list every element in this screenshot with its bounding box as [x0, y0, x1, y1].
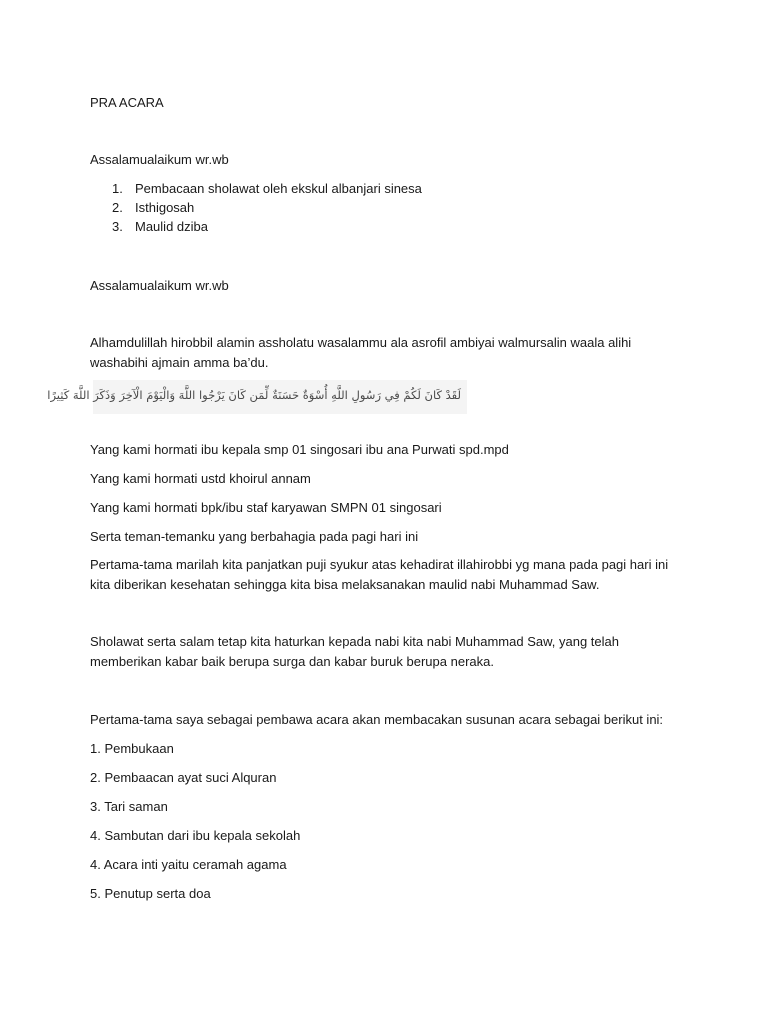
agenda-item: 2. Pembaacan ayat suci Alquran	[90, 770, 277, 785]
agenda-item: 5. Penutup serta doa	[90, 886, 211, 901]
gratitude-paragraph: Pertama-tama marilah kita panjatkan puji syukur atas kehadirat illahirobbi yg mana pada pagi hari ini kita diberikan kesehatan sehingga kita bisa melaksanakan maulid nabi Muhammad Saw.	[90, 557, 669, 592]
list-item-number: 1.	[112, 181, 123, 196]
list-item-text: Pembacaan sholawat oleh ekskul albanjari sinesa	[135, 181, 422, 196]
hamdalah-paragraph: Alhamdulillah hirobbil alamin assholatu wasalammu ala asrofil ambiyai walmursalin waala alihi washabihi ajmain amma ba’du.	[90, 335, 632, 370]
agenda-item: 4. Sambutan dari ibu kepala sekolah	[90, 828, 301, 843]
agenda-item: 4. Acara inti yaitu ceramah agama	[90, 857, 287, 872]
arabic-verse-text: لَقَدْ كَانَ لَكُمْ فِي رَسُولِ اللَّهِ أُسْوَةٌ حَسَنَةٌ لِّمَن كَانَ يَرْجُوا اللَّهَ وَالْيَوْمَ الْآخِرَ وَذَكَرَ اللَّهَ كَثِيرًا	[47, 388, 461, 402]
arabic-verse-image	[47, 380, 467, 414]
list-item-number: 3.	[112, 219, 123, 234]
respect-line-friends: Serta teman-temanku yang berbahagia pada pagi hari ini	[90, 529, 419, 544]
list-item-text: Maulid dziba	[135, 219, 208, 234]
sholawat-paragraph: Sholawat serta salam tetap kita haturkan kepada nabi kita nabi Muhammad Saw, yang telah memberikan kabar baik berupa surga dan kabar buruk berupa neraka.	[90, 634, 619, 669]
respect-line-ustadz: Yang kami hormati ustd khoirul annam	[90, 471, 311, 486]
respect-line-staff: Yang kami hormati bpk/ibu staf karyawan SMPN 01 singosari	[90, 500, 442, 515]
greeting-second: Assalamualaikum wr.wb	[90, 278, 229, 293]
list-item-text: Isthigosah	[135, 200, 195, 215]
greeting-first: Assalamualaikum wr.wb	[90, 152, 229, 167]
agenda-item: 3. Tari saman	[90, 799, 168, 814]
agenda-intro: Pertama-tama saya sebagai pembawa acara akan membacakan susunan acara sebagai berikut ini:	[90, 712, 664, 727]
list-item-number: 2.	[112, 200, 123, 215]
respect-line-principal: Yang kami hormati ibu kepala smp 01 singosari ibu ana Purwati spd.mpd	[90, 442, 509, 457]
document-title: PRA ACARA	[90, 95, 164, 110]
agenda-item: 1. Pembukaan	[90, 741, 174, 756]
